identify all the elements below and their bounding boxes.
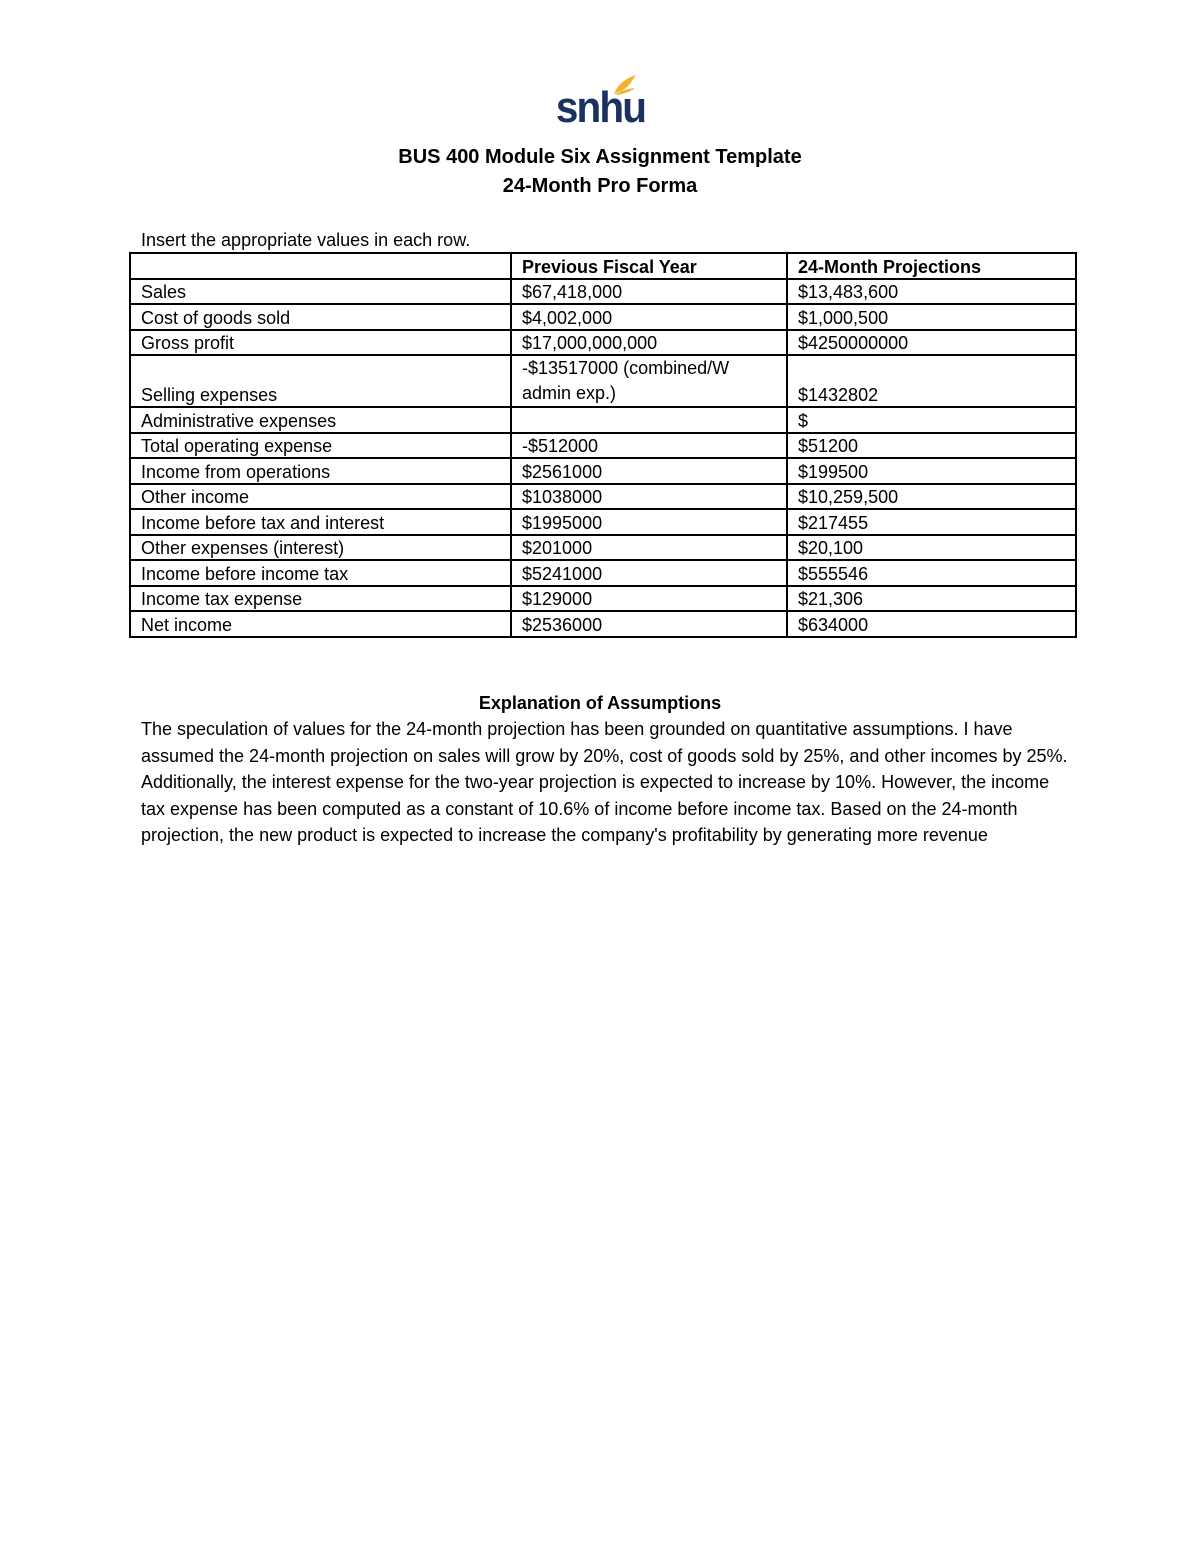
row-label: Income before income tax xyxy=(130,560,511,586)
projection-value: $1432802 xyxy=(787,355,1076,407)
previous-value: -$512000 xyxy=(511,433,787,459)
previous-value: $1038000 xyxy=(511,484,787,510)
projection-value: $51200 xyxy=(787,433,1076,459)
projection-value: $555546 xyxy=(787,560,1076,586)
header-24-month-projections: 24-Month Projections xyxy=(787,253,1076,279)
previous-value: $17,000,000,000 xyxy=(511,330,787,356)
row-label: Cost of goods sold xyxy=(130,304,511,330)
table-row xyxy=(130,509,1076,535)
row-label: Income tax expense xyxy=(130,586,511,612)
previous-value: $4,002,000 xyxy=(511,304,787,330)
previous-value: $2536000 xyxy=(511,611,787,637)
previous-value: $129000 xyxy=(511,586,787,612)
table-row xyxy=(130,484,1076,510)
row-label: Other income xyxy=(130,484,511,510)
projection-value: $ xyxy=(787,407,1076,433)
document-subtitle: 24-Month Pro Forma xyxy=(502,175,698,197)
row-label: Gross profit xyxy=(130,330,511,356)
pro-forma-table xyxy=(129,252,1077,638)
assumptions-heading: Explanation of Assumptions xyxy=(478,693,722,713)
row-label: Sales xyxy=(130,279,511,305)
previous-value: $201000 xyxy=(511,535,787,561)
row-label: Other expenses (interest) xyxy=(130,535,511,561)
row-label: Net income xyxy=(130,611,511,637)
instruction-text: Insert the appropriate values in each row. xyxy=(141,230,471,250)
row-label: Total operating expense xyxy=(130,433,511,459)
previous-value: $2561000 xyxy=(511,458,787,484)
previous-value: $67,418,000 xyxy=(511,279,787,305)
table-row xyxy=(130,433,1076,459)
header-label-column xyxy=(130,253,511,279)
table-row xyxy=(130,560,1076,586)
previous-value xyxy=(511,407,787,433)
row-label: Income before tax and interest xyxy=(130,509,511,535)
previous-value: $5241000 xyxy=(511,560,787,586)
table-row xyxy=(130,330,1076,356)
snhu-logo xyxy=(552,72,648,134)
projection-value: $20,100 xyxy=(787,535,1076,561)
table-row xyxy=(130,458,1076,484)
assumptions-body: The speculation of values for the 24-month projection has been grounded on quantitative assumptions. I have assumed the 24-month projection on sales will grow by 20%, cost of goods sold by 25%, and other incomes by 25%. Additionally, the interest expense for the two-year projection is expected to increase by 10%. However, the income tax expense has been computed as a constant of 10.6% of income before income tax. Based on the 24-month projection, the new product is expected to increase the company's profitability by generating more revenue xyxy=(141,719,1068,846)
table-row xyxy=(130,355,1076,407)
previous-value: -$13517000 (combined/W admin exp.) xyxy=(511,355,787,407)
table-row xyxy=(130,279,1076,305)
projection-value: $21,306 xyxy=(787,586,1076,612)
table-row xyxy=(130,304,1076,330)
projection-value: $13,483,600 xyxy=(787,279,1076,305)
projection-value: $1,000,500 xyxy=(787,304,1076,330)
row-label: Selling expenses xyxy=(130,355,511,407)
document-title: BUS 400 Module Six Assignment Template xyxy=(398,146,802,168)
table-row xyxy=(130,611,1076,637)
row-label: Administrative expenses xyxy=(130,407,511,433)
table-row xyxy=(130,535,1076,561)
table-row xyxy=(130,407,1076,433)
projection-value: $634000 xyxy=(787,611,1076,637)
projection-value: $217455 xyxy=(787,509,1076,535)
table-row xyxy=(130,586,1076,612)
projection-value: $199500 xyxy=(787,458,1076,484)
logo-wordmark: snhu xyxy=(555,83,646,132)
projection-value: $4250000000 xyxy=(787,330,1076,356)
header-previous-fiscal-year: Previous Fiscal Year xyxy=(511,253,787,279)
table-header-row xyxy=(130,253,1076,279)
projection-value: $10,259,500 xyxy=(787,484,1076,510)
previous-value: $1995000 xyxy=(511,509,787,535)
row-label: Income from operations xyxy=(130,458,511,484)
